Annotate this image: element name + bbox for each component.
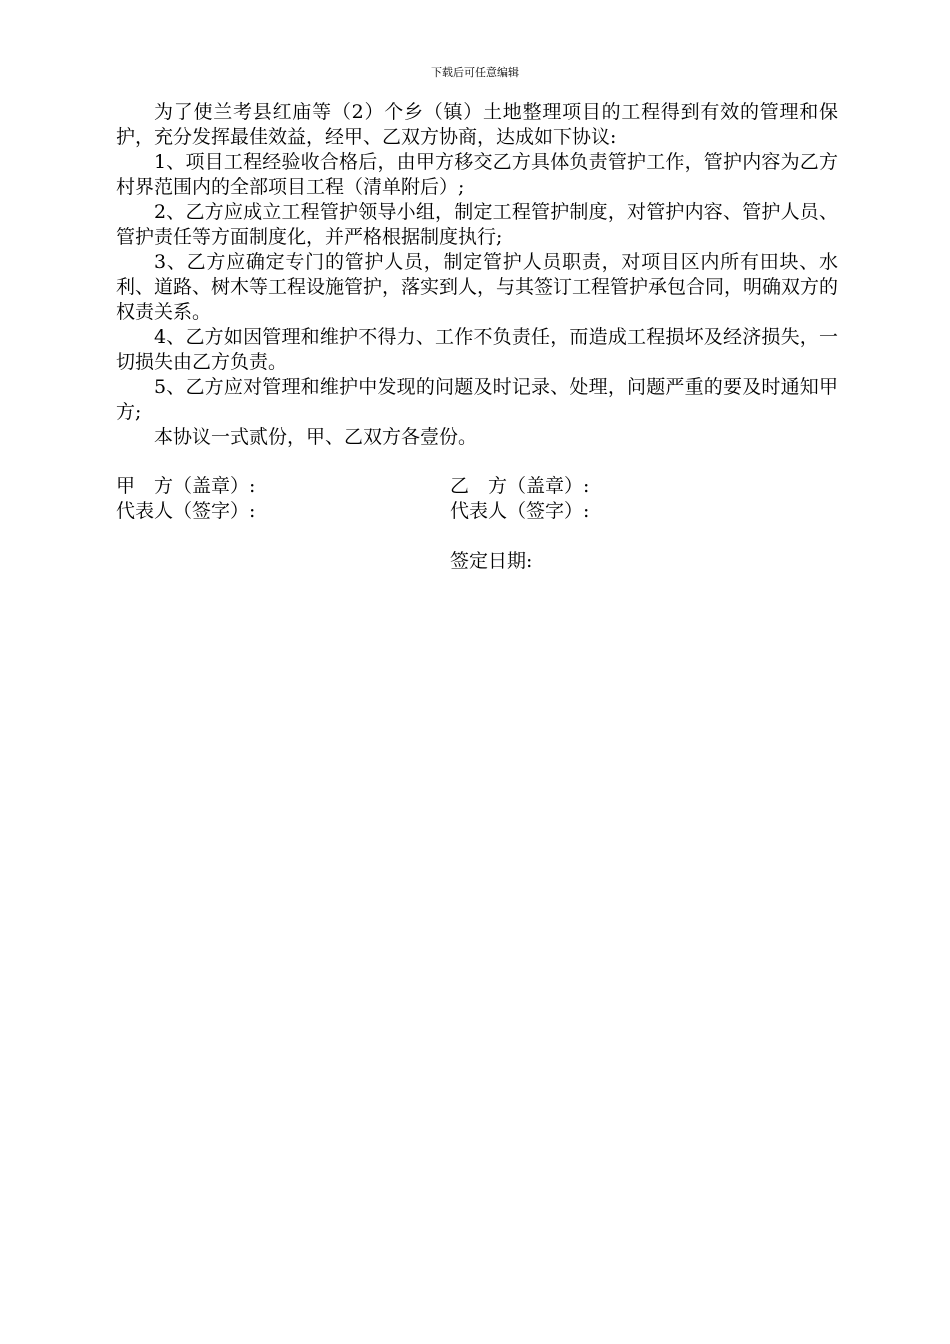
clause-3: 3、乙方应确定专门的管护人员，制定管护人员职责，对项目区内所有田块、水利、道路、树木等工程设施管护，落实到人，与其签订工程管护承包合同，明确双方的权责关系。 xyxy=(116,251,839,323)
seal-row xyxy=(116,474,838,499)
clause-1: 1、项目工程经验收合格后，由甲方移交乙方具体负责管护工作，管护内容为乙方村界范围内的全部项目工程（清单附后）; xyxy=(116,151,838,198)
signing-date-label: 签定日期: xyxy=(450,550,533,572)
header-note: 下载后可任意编辑 xyxy=(431,66,519,79)
party-b-representative: 代表人（签字）: xyxy=(450,500,590,522)
signature-block xyxy=(116,474,838,574)
agreement-body xyxy=(116,100,838,450)
clause-5: 5、乙方应对管理和维护中发现的问题及时记录、处理，问题严重的要及时通知甲方; xyxy=(116,376,838,423)
representative-row xyxy=(116,499,838,524)
party-a-seal: 甲 方（盖章）: xyxy=(116,475,256,497)
date-row xyxy=(116,549,838,574)
party-b-seal: 乙 方（盖章）: xyxy=(450,475,590,497)
copies-statement: 本协议一式贰份，甲、乙双方各壹份。 xyxy=(154,426,478,448)
clause-4: 4、乙方如因管理和维护不得力、工作不负责任，而造成工程损坏及经济损失，一切损失由乙方负责。 xyxy=(116,326,838,373)
party-a-representative: 代表人（签字）: xyxy=(116,500,256,522)
spacer-row xyxy=(116,524,838,549)
intro-paragraph: 为了使兰考县红庙等（2）个乡（镇）土地整理项目的工程得到有效的管理和保护，充分发挥最佳效益，经甲、乙双方协商，达成如下协议: xyxy=(116,101,838,148)
clause-2: 2、乙方应成立工程管护领导小组，制定工程管护制度，对管护内容、管护人员、管护责任等方面制度化，并严格根据制度执行; xyxy=(116,201,838,248)
